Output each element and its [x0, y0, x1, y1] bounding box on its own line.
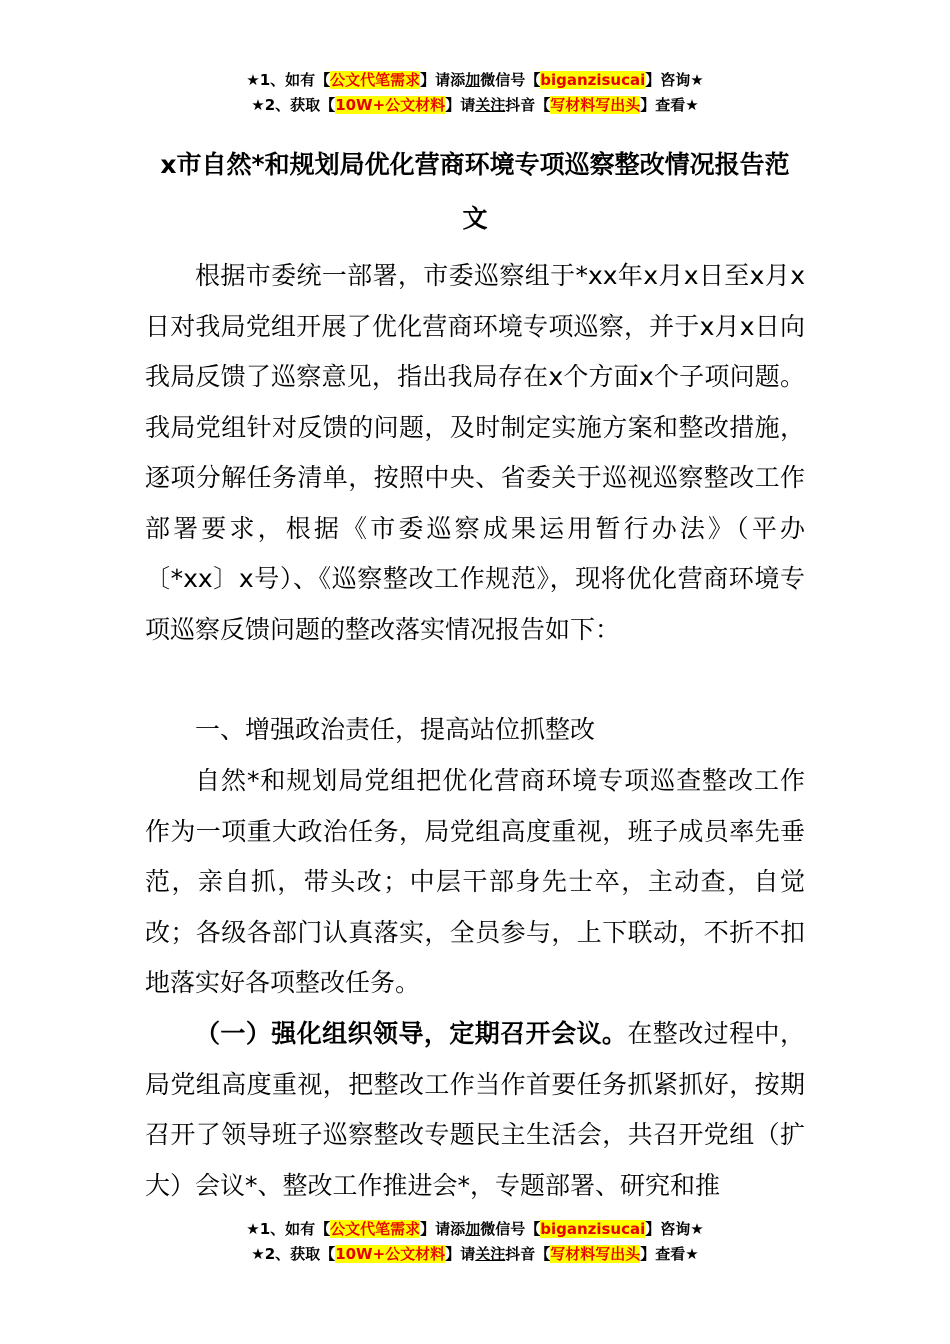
banner-underlined-text: 加 — [465, 71, 481, 89]
paragraph-intro: 根据市委统一部署，市委巡察组于*xx年x月x日至x月x日对我局党组开展了优化营商环境专项巡察，并于x月x日向我局反馈了巡察意见，指出我局存在x个方面x个子项问题。我局党组针对反馈的问题，及时制定实施方案和整改措施，逐项分解任务清单，按照中央、省委关于巡视巡察整改工作部署要求，根据《市委巡察成果运用暂行办法》（平办〔*xx〕x号）、《巡察整改工作规范》，现将优化营商环境专项巡察反馈问题的整改落实情况报告如下： — [145, 261, 805, 644]
banner-text: 抖音【 — [505, 1245, 551, 1263]
paragraph-subsection-1 — [145, 1009, 805, 1211]
banner-highlight: 公文代笔需求 — [330, 1220, 421, 1238]
banner-line-1 — [0, 1217, 950, 1242]
paragraph-section-1: 自然*和规划局党组把优化营商环境专项巡查整改工作作为一项重大政治任务，局党组高度重视，班子成员率先垂范，亲自抓，带头改；中层干部身先士卒，主动查，自觉改；各级各部门认真落实，全员参与，上下联动，不折不扣地落实好各项整改任务。 — [145, 766, 805, 997]
banner-text: 】请 — [445, 96, 476, 114]
banner-text: 】咨询★ — [645, 1220, 704, 1238]
banner-text: ★2、获取【 — [251, 96, 336, 114]
section-heading-1: 一、增强政治责任，提高站位抓整改 — [195, 715, 596, 744]
banner-text: 微信号【 — [480, 1220, 541, 1238]
banner-highlight: biganzisucai — [540, 71, 646, 89]
banner-highlight: 10W+公文材料 — [335, 96, 446, 114]
banner-underlined-text: 关注 — [475, 96, 506, 114]
banner-text: 】请 — [445, 1245, 476, 1263]
banner-underlined-text: 加 — [465, 1220, 481, 1238]
banner-text: 】请添 — [420, 1220, 466, 1238]
subsection-text: 在整改过程中，局党组高度重视，把整改工作当作首要任务抓紧抓好，按期召开了领导班子巡察整改专题民主生活会，共召开党组（扩大）会议*、整改工作推进会*，专题部署、研究和推 — [145, 1019, 805, 1200]
banner-highlight: 写材料写出头 — [550, 1245, 641, 1263]
banner-highlight: biganzisucai — [540, 1220, 646, 1238]
header-banner — [0, 68, 950, 118]
banner-text: 】请添 — [420, 71, 466, 89]
banner-text: 】查看★ — [640, 1245, 699, 1263]
banner-text: 】咨询★ — [645, 71, 704, 89]
footer-banner — [0, 1217, 950, 1267]
banner-underlined-text: 关注 — [475, 1245, 506, 1263]
banner-text: 抖音【 — [505, 96, 551, 114]
subsection-heading: （一）强化组织领导，定期召开会议。 — [195, 1019, 628, 1048]
banner-text: 微信号【 — [480, 71, 541, 89]
banner-text: ★2、获取【 — [251, 1245, 336, 1263]
document-title: x市自然*和规划局优化营商环境专项巡察整改情况报告范文 — [160, 150, 790, 233]
banner-line-1 — [0, 68, 950, 93]
banner-highlight: 公文代笔需求 — [330, 71, 421, 89]
banner-highlight: 10W+公文材料 — [335, 1245, 446, 1263]
banner-text: ★1、如有【 — [246, 71, 331, 89]
banner-highlight: 写材料写出头 — [550, 96, 641, 114]
banner-text: 】查看★ — [640, 96, 699, 114]
banner-text: ★1、如有【 — [246, 1220, 331, 1238]
banner-line-2 — [0, 1242, 950, 1267]
banner-line-2 — [0, 93, 950, 118]
